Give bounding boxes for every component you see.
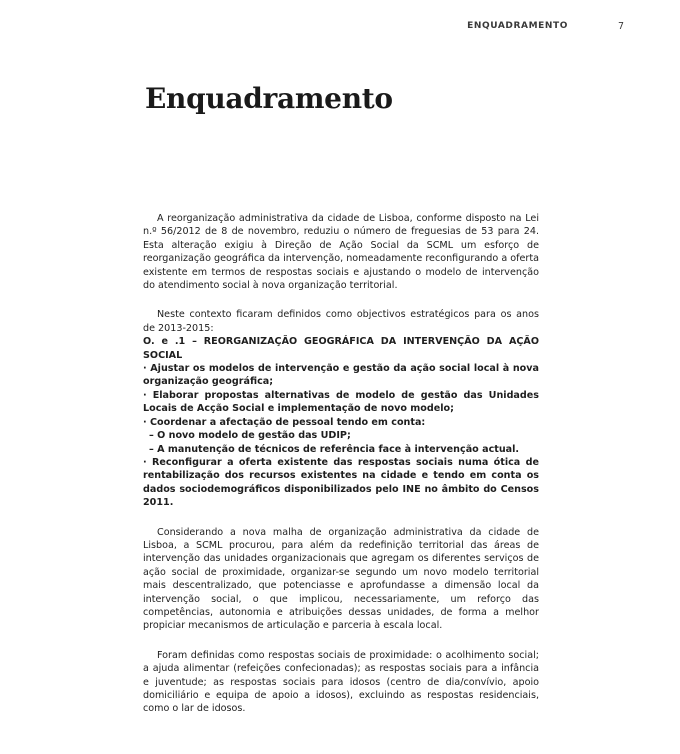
objective-item: · Reconfigurar a oferta existente das respostas sociais numa ótica de rentabilização dos recursos existentes na cidade e tendo em conta os dados sociodemográficos disponibilizados pelo INE no âmbito do Censos 2011. (143, 456, 539, 509)
body-text (143, 212, 539, 732)
paragraph-1: A reorganização administrativa da cidade de Lisboa, conforme disposto na Lei n.º 56/2012 de 8 de novembro, reduziu o número de freguesias de 53 para 24. Esta alteração exigiu à Direção de Ação Social da SCML um esforço de reorganização geográfica da intervenção, nomeadamente reconfigurando a oferta existente em termos de respostas sociais e ajustando o modelo de intervenção do atendimento social à nova organização territorial. (143, 213, 539, 292)
running-header-title: ENQUADRAMENTO (467, 21, 568, 31)
paragraph-3: Considerando a nova malha de organização administrativa da cidade de Lisboa, a SCML procurou, para além da redefinição territorial das áreas de intervenção das unidades organizacionais que agregam os diferentes serviços de ação social de proximidade, organizar-se segundo um novo modelo territorial mais descentralizado, que potenciasse e aprofundasse a dimensão local da intervenção social, o que implicou, necessariamente, um reforço das competências, autonomia e atribuições dessas unidades, de forma a melhor propiciar mecanismos de articulação e parceria à escala local. (143, 526, 539, 632)
objective-subitem: – O novo modelo de gestão das UDIP; (149, 430, 351, 442)
objective-subitem: – A manutenção de técnicos de referência face à intervenção actual. (149, 443, 520, 455)
objective-heading: O. e .1 – REORGANIZAÇÃO GEOGRÁFICA DA INTERVENÇÃO DA AÇÃO SOCIAL (143, 336, 539, 361)
objectives-intro: Neste contexto ficaram definidos como objectivos estratégicos para os anos de 2013-2015: (143, 309, 539, 334)
objective-item: · Elaborar propostas alternativas de modelo de gestão das Unidades Locais de Acção Social e implementação de novo modelo; (143, 389, 539, 415)
objectives-paragraph (143, 308, 539, 509)
page-number: 7 (617, 21, 624, 32)
chapter-title: Enquadramento (145, 82, 393, 115)
paragraph-4: Foram definidas como respostas sociais de proximidade: o acolhimento social; a ajuda alimentar (refeições confecionadas); as respostas sociais para a infância e juventude; as respostas sociais para idosos (centro de dia/convívio, apoio domiciliário e equipa de apoio a idosos), excluindo as respostas residenciais, como o lar de idosos. (143, 649, 539, 715)
objective-item: · Ajustar os modelos de intervenção e gestão da ação social local à nova organização geográfica; (143, 363, 539, 388)
objective-item: · Coordenar a afectação de pessoal tendo em conta: (143, 416, 426, 428)
